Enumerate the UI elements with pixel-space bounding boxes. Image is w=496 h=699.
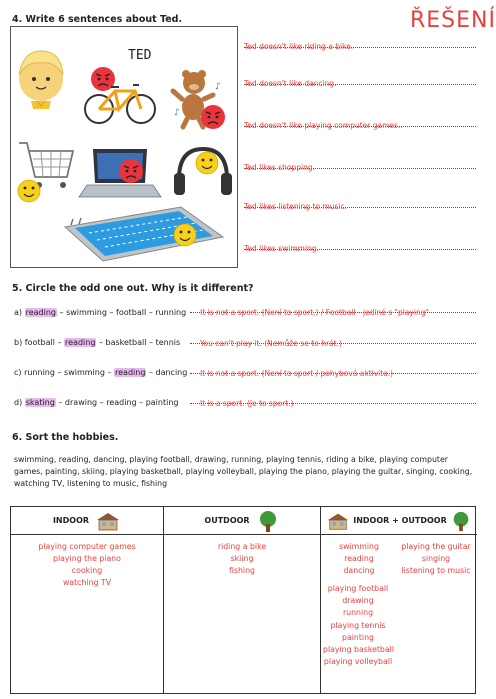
row-prefix: a)	[14, 308, 25, 317]
swimming-pool-icon	[65, 207, 223, 261]
word: running	[24, 368, 55, 377]
answer-text: Ted likes listening to music.	[244, 202, 348, 211]
svg-text:♪: ♪	[174, 108, 180, 118]
both-item: listening to music	[401, 566, 471, 576]
indoor-column	[11, 507, 164, 693]
answer-line	[244, 194, 476, 211]
q5-answer: You can't play it. (Nemůže se to hrát.)	[200, 339, 342, 348]
answer-line	[244, 34, 476, 51]
outdoor-column	[164, 507, 321, 693]
q5-answer: It is not a sport. (Není to sport / pohybová aktivita.)	[200, 369, 394, 378]
word: reading	[106, 398, 137, 407]
outdoor-header-label: OUTDOOR	[204, 516, 250, 525]
svg-text:♪: ♪	[215, 82, 221, 92]
both-item: playing tennis	[330, 620, 386, 630]
row-prefix: c)	[14, 368, 25, 377]
word: painting	[145, 398, 179, 407]
q5-answer-line	[190, 331, 476, 348]
both-item: playing volleyball	[323, 657, 393, 667]
outdoor-item: skiing	[230, 554, 254, 563]
answer-text: Ted likes swimming.	[244, 244, 319, 253]
word: running	[155, 308, 187, 317]
both-item: drawing	[342, 596, 374, 606]
answer-text: Ted doesn't like playing computer games..	[244, 121, 403, 130]
angry-face-icon	[201, 105, 225, 129]
q4-title: 4. Write 6 sentences about Ted.	[12, 14, 183, 25]
q5-answer: It is not a sport. (Není to sport.) / Football - jediné s "playing"	[200, 308, 429, 317]
word: drawing	[64, 398, 98, 407]
both-item: painting	[342, 632, 374, 642]
word: basketball	[105, 338, 147, 347]
odd-word: reading	[115, 368, 146, 377]
tree-icon	[256, 510, 280, 532]
answer-line	[244, 71, 476, 88]
q5-row-d: d) skating – drawing – reading – painting	[14, 398, 179, 407]
both-item: dancing	[343, 566, 375, 576]
both-item: playing football	[327, 584, 389, 593]
word: dancing	[155, 368, 188, 377]
both-item: playing the guitar	[401, 542, 471, 551]
tree-icon	[450, 510, 472, 532]
smiley-face-icon	[196, 152, 218, 174]
indoor-item: playing the piano	[53, 554, 121, 563]
ted-label: TED	[128, 48, 152, 63]
q5-row-b: b) football – reading – basketball – tennis	[14, 338, 181, 347]
answer-line	[244, 155, 476, 172]
both-right-list	[397, 541, 475, 578]
word: swimming	[64, 368, 105, 377]
ted-picture-box	[10, 26, 238, 268]
both-item: running	[342, 608, 374, 618]
row-prefix: b)	[14, 338, 25, 347]
odd-word: reading	[65, 338, 96, 347]
indoor-item: cooking	[71, 566, 103, 575]
indoor-outdoor-column	[321, 507, 477, 693]
boy-face-icon	[19, 51, 63, 109]
house-icon	[95, 511, 121, 531]
word: football	[116, 308, 147, 317]
q5-answer-line	[190, 300, 476, 317]
both-item: playing basketball	[323, 645, 394, 655]
sort-table	[10, 506, 476, 694]
smiley-face-icon	[174, 224, 196, 246]
indoor-outdoor-header	[321, 507, 477, 535]
bicycle-icon	[85, 85, 155, 123]
q5-answer-line	[190, 391, 476, 408]
indoor-header-label: INDOOR	[52, 516, 90, 525]
odd-word: reading	[25, 308, 56, 317]
odd-word: skating	[25, 398, 55, 407]
row-prefix: d)	[14, 398, 25, 407]
q5-answer-line	[190, 361, 476, 378]
both-left-list	[327, 541, 391, 578]
angry-face-icon	[119, 159, 143, 183]
word: football	[24, 338, 55, 347]
q5-row-c: c) running – swimming – reading – dancing	[14, 368, 188, 377]
answer-text: Ted doesn't like riding a bike.	[244, 42, 354, 51]
indoor-outdoor-header-label: INDOOR + OUTDOOR	[353, 516, 447, 525]
outdoor-item: fishing	[229, 566, 255, 575]
q5-answer: It is a sport. (Je to sport.)	[200, 399, 294, 408]
answer-line	[244, 113, 476, 130]
house-icon	[326, 511, 350, 531]
q5-row-a: a) reading – swimming – football – running	[14, 308, 187, 317]
indoor-item: playing computer games	[38, 542, 136, 551]
answer-line	[244, 236, 476, 253]
both-bottom-list	[323, 583, 393, 668]
both-item: reading	[344, 554, 374, 564]
answer-text: Ted doesn't like dancing.	[244, 79, 337, 88]
solution-label: ŘEŠENÍ	[410, 8, 496, 33]
word: tennis	[155, 338, 181, 347]
word: swimming	[66, 308, 107, 317]
indoor-header	[11, 507, 163, 535]
q5-title: 5. Circle the odd one out. Why is it different?	[12, 283, 254, 294]
both-item: singing	[421, 554, 451, 564]
outdoor-item: riding a bike	[217, 542, 267, 551]
outdoor-header	[164, 507, 320, 535]
q6-title: 6. Sort the hobbies.	[12, 432, 119, 443]
smiley-face-icon	[18, 180, 40, 202]
answer-text: Ted likes shopping.	[244, 163, 315, 172]
hobbies-list: swimming, reading, dancing, playing football, drawing, running, playing tennis, riding a bike, playing computer games, painting, skiing, playing basketball, playing volleyball, playing the piano, playing the guitar, singing, cooking, watching TV, listening to music, fishing	[14, 455, 473, 488]
indoor-item: watching TV	[62, 578, 112, 587]
both-item: swimming	[339, 542, 379, 551]
ted-illustration	[11, 27, 239, 269]
